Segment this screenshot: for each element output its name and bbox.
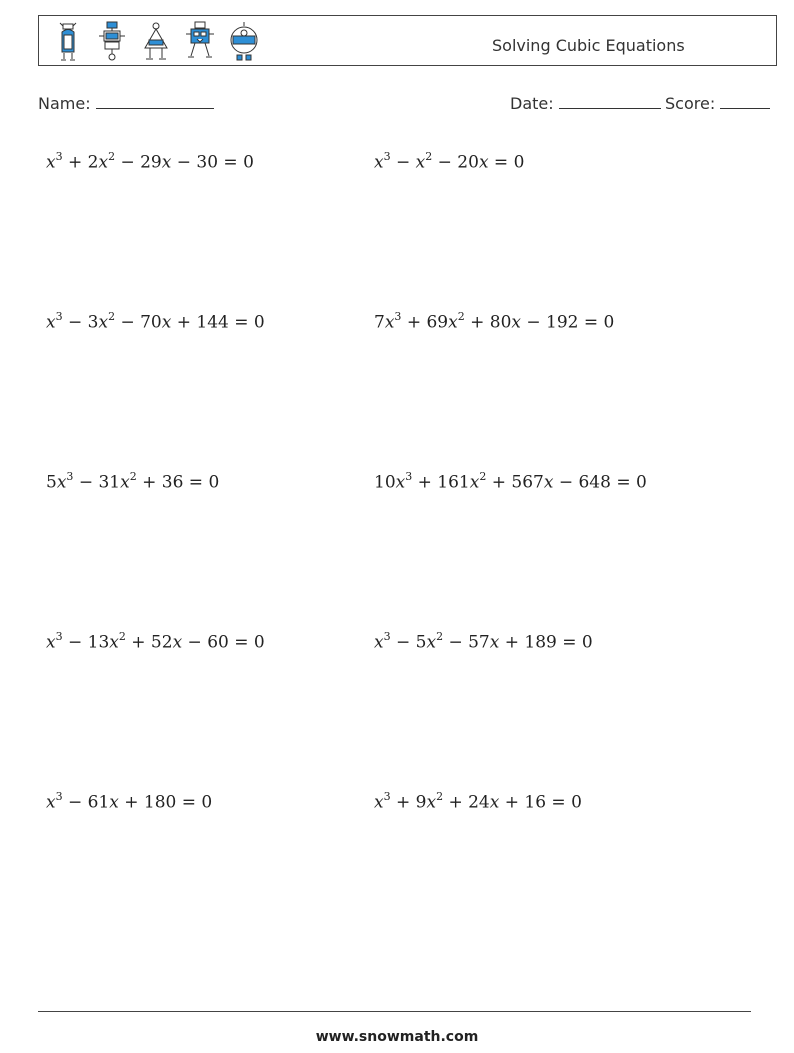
score-field [665, 93, 770, 113]
worksheet-header [38, 15, 777, 66]
robot-4-icon [183, 20, 217, 64]
problem-4: $7x^3 + 69x^2 + 80x - 192 = 0$ [374, 310, 615, 333]
robot-2-icon [95, 20, 129, 64]
score-blank[interactable] [720, 93, 770, 109]
problem-8: $x^3 - 5x^2 - 57x + 189 = 0$ [374, 630, 593, 653]
problem-7: $x^3 - 13x^2 + 52x - 60 = 0$ [46, 630, 265, 653]
name-field [38, 93, 214, 113]
name-label: Name: [38, 94, 91, 113]
footer-divider [38, 1011, 751, 1012]
score-label: Score: [665, 94, 716, 113]
date-blank[interactable] [559, 93, 661, 109]
robot-5-icon [227, 20, 261, 64]
footer-url[interactable]: www.snowmath.com [315, 1029, 479, 1045]
worksheet-title: Solving Cubic Equations [492, 36, 685, 55]
date-field [510, 93, 661, 113]
problem-6: $10x^3 + 161x^2 + 567x - 648 = 0$ [374, 470, 647, 493]
problem-3: $x^3 - 3x^2 - 70x + 144 = 0$ [46, 310, 265, 333]
problem-1: $x^3 + 2x^2 - 29x - 30 = 0$ [46, 150, 254, 173]
robot-3-icon [139, 20, 173, 64]
robot-1-icon [51, 20, 85, 64]
problem-5: $5x^3 - 31x^2 + 36 = 0$ [46, 470, 220, 493]
problem-9: $x^3 - 61x + 180 = 0$ [46, 790, 213, 813]
name-blank[interactable] [96, 93, 214, 109]
date-label: Date: [510, 94, 554, 113]
problem-10: $x^3 + 9x^2 + 24x + 16 = 0$ [374, 790, 582, 813]
problem-2: $x^3 - x^2 - 20x = 0$ [374, 150, 525, 173]
robot-icons [51, 20, 261, 64]
